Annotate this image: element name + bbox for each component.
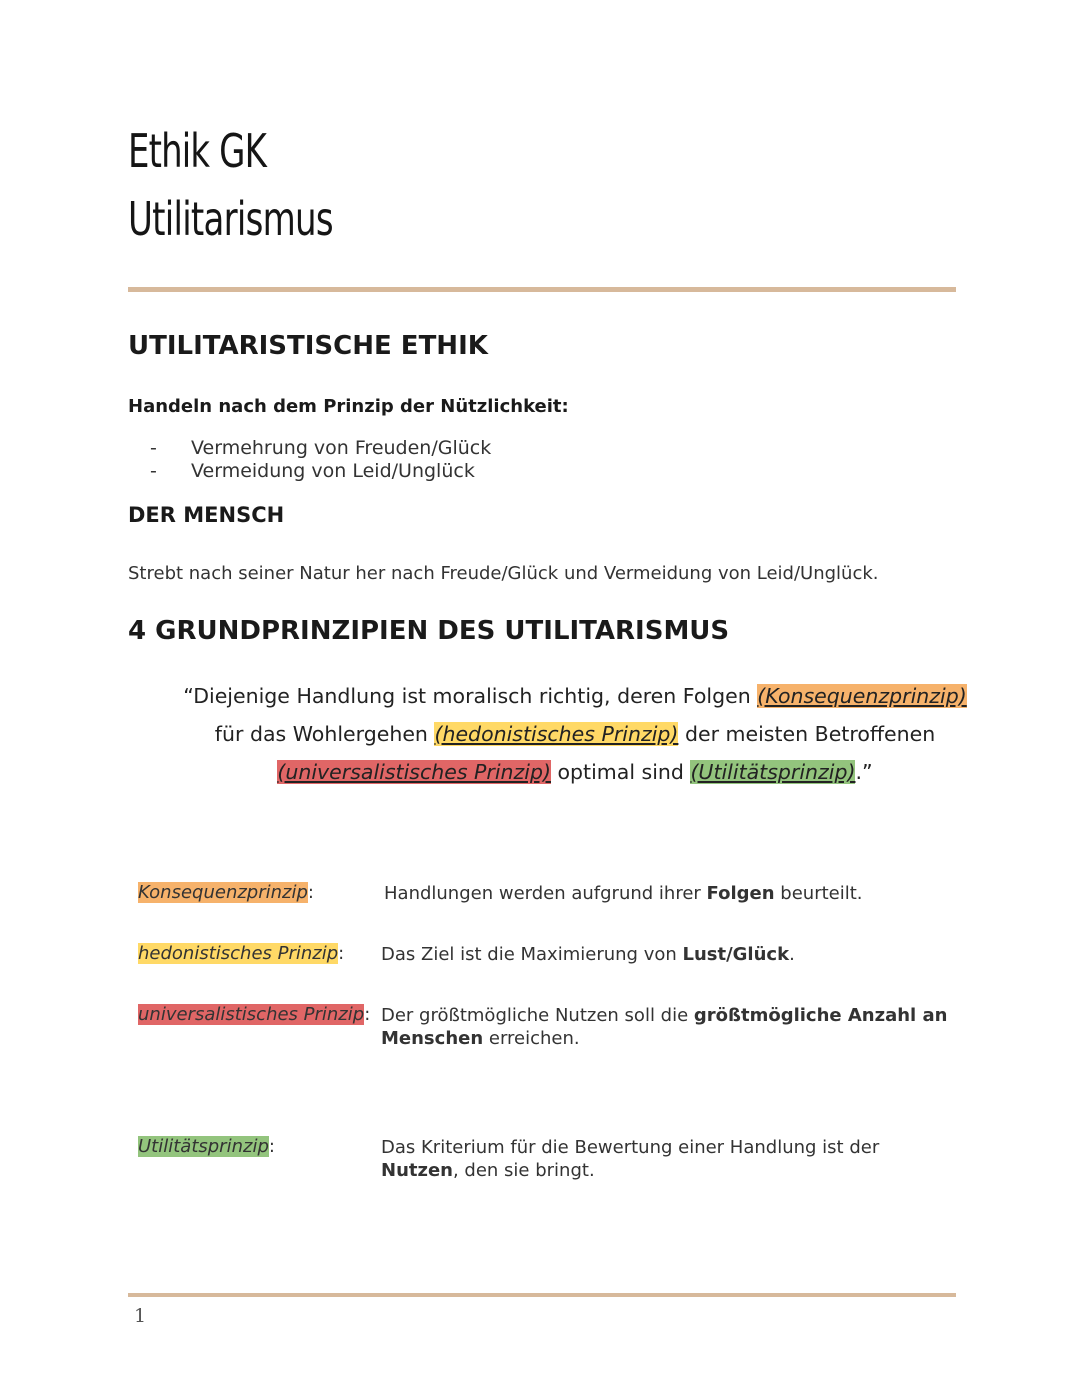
section-heading-grundprinzipien: 4 GRUNDPRINZIPIEN DES UTILITARISMUS xyxy=(128,616,730,646)
quote-line-3 xyxy=(150,753,1000,791)
highlight-universalistisches-prinzip: (universalistisches Prinzip) xyxy=(277,760,551,784)
term-colon: : xyxy=(268,1136,275,1157)
section-heading-utilitaristische-ethik: UTILITARISTISCHE ETHIK xyxy=(128,331,488,361)
desc-bold: Folgen xyxy=(706,883,775,904)
quote-text: der meisten Betroffenen xyxy=(678,722,936,746)
desc-text: , den sie bringt. xyxy=(452,1160,595,1181)
list-item xyxy=(150,437,491,460)
principle-description xyxy=(381,943,951,966)
principle-list xyxy=(150,437,491,483)
quote-line-1 xyxy=(150,677,1000,715)
list-item-text: Vermeidung von Leid/Unglück xyxy=(191,460,475,482)
document-subtitle: Utilitarismus xyxy=(128,192,333,246)
definition-quote xyxy=(150,677,1000,791)
desc-text: erreichen. xyxy=(483,1028,580,1049)
quote-text: “Diejenige Handlung ist moralisch richtig, deren Folgen xyxy=(183,684,758,708)
principle-lead: Handeln nach dem Prinzip der Nützlichkeit: xyxy=(128,396,569,417)
desc-bold: Nutzen xyxy=(381,1160,453,1181)
header-divider xyxy=(128,287,956,292)
principle-term xyxy=(138,945,344,963)
principle-description xyxy=(381,1136,951,1182)
list-item xyxy=(150,460,491,483)
quote-text: .” xyxy=(855,760,873,784)
term-utilitaetsprinzip: Utilitätsprinzip xyxy=(138,1136,269,1157)
list-bullet: - xyxy=(150,460,157,482)
list-item-text: Vermehrung von Freuden/Glück xyxy=(191,437,492,459)
page-number: 1 xyxy=(134,1305,147,1327)
desc-text: Das Ziel ist die Maximierung von xyxy=(381,944,683,965)
desc-text: . xyxy=(789,944,795,965)
footer-divider xyxy=(128,1293,956,1297)
der-mensch-text: Strebt nach seiner Natur her nach Freude/Glück und Vermeidung von Leid/Unglück. xyxy=(128,563,879,584)
principle-description xyxy=(381,1004,951,1050)
principle-term xyxy=(138,1138,275,1156)
term-colon: : xyxy=(364,1004,371,1025)
list-bullet: - xyxy=(150,437,157,459)
term-hedonistisches-prinzip: hedonistisches Prinzip xyxy=(138,943,339,964)
term-colon: : xyxy=(307,882,314,903)
term-konsequenzprinzip: Konsequenzprinzip xyxy=(138,882,308,903)
quote-text: optimal sind xyxy=(550,760,691,784)
desc-text: Der größtmögliche Nutzen soll die xyxy=(381,1005,694,1026)
highlight-utilitaetsprinzip: (Utilitätsprinzip) xyxy=(690,760,856,784)
quote-line-2 xyxy=(150,715,1000,753)
principle-description xyxy=(384,882,954,905)
term-universalistisches-prinzip: universalistisches Prinzip xyxy=(138,1004,365,1025)
quote-text: für das Wohlergehen xyxy=(214,722,435,746)
section-heading-der-mensch: DER MENSCH xyxy=(128,503,285,527)
highlight-hedonistisches-prinzip: (hedonistisches Prinzip) xyxy=(434,722,679,746)
principle-term xyxy=(138,884,314,902)
principle-term xyxy=(138,1006,370,1024)
desc-text: Das Kriterium für die Bewertung einer Handlung ist der xyxy=(381,1137,880,1158)
desc-bold: größtmögliche Anzahl an Menschen xyxy=(381,1005,948,1049)
desc-text: beurteilt. xyxy=(774,883,863,904)
desc-text: Handlungen werden aufgrund ihrer xyxy=(384,883,707,904)
document-title: Ethik GK xyxy=(128,124,267,178)
term-colon: : xyxy=(338,943,345,964)
desc-bold: Lust/Glück xyxy=(682,944,790,965)
highlight-konsequenzprinzip: (Konsequenzprinzip) xyxy=(757,684,967,708)
